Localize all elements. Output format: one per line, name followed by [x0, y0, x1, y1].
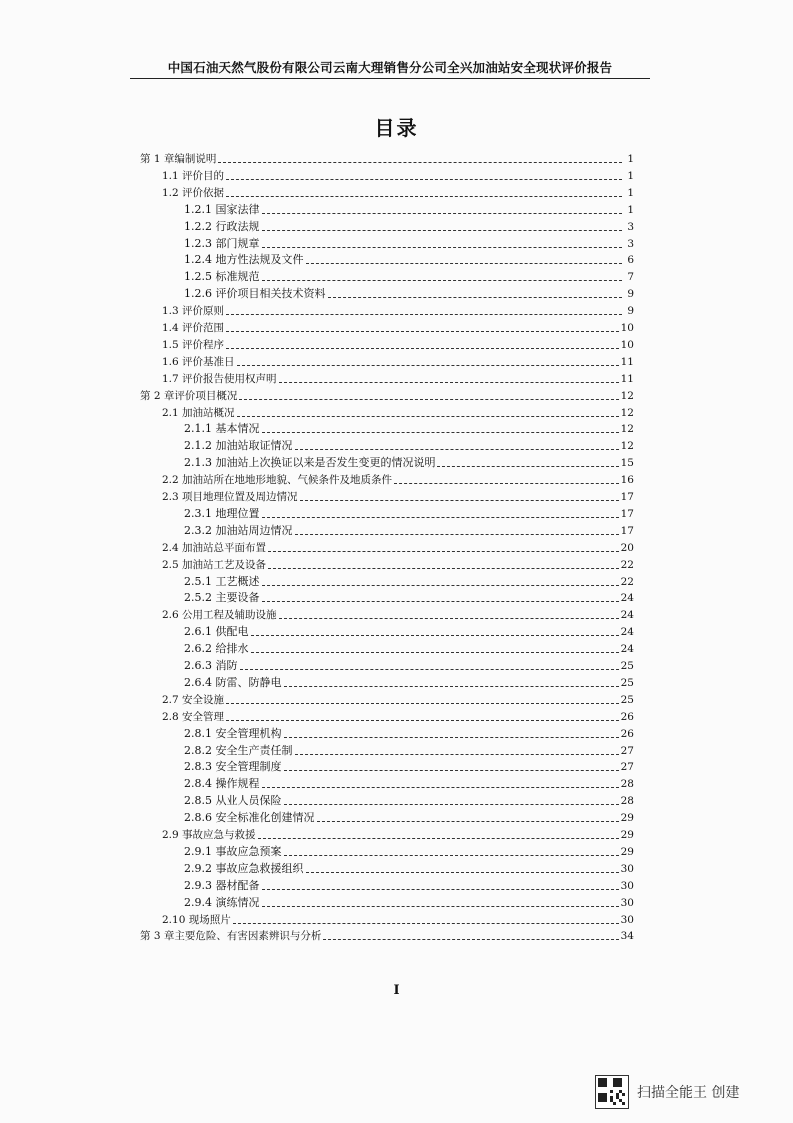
- toc-entry-page: 9: [627, 288, 634, 301]
- dot-leader: [233, 923, 619, 924]
- dot-leader: [284, 686, 619, 687]
- toc-entry-page: 12: [620, 406, 634, 419]
- scanner-watermark: [595, 1072, 739, 1112]
- toc-entry-title: 2.8.3 安全管理制度: [184, 760, 282, 774]
- toc-entry[interactable]: [184, 454, 634, 470]
- toc-entry-title: 2.8 安全管理: [162, 710, 225, 723]
- toc-entry-page: 10: [620, 338, 634, 351]
- dot-leader: [262, 787, 619, 788]
- dot-leader: [284, 855, 619, 856]
- toc-entry-title: 2.6.2 给排水: [184, 642, 249, 656]
- toc-entry[interactable]: [162, 370, 634, 386]
- toc-entry-page: 25: [620, 660, 634, 672]
- toc-entry-title: 1.1 评价目的: [162, 169, 225, 182]
- dot-leader: [239, 399, 618, 400]
- toc-entry-page: 24: [620, 592, 634, 605]
- watermark-text: 扫描全能王 创建: [637, 1085, 740, 1101]
- toc-entry[interactable]: [184, 420, 634, 436]
- toc-entry-title: 2.8.1 安全管理机构: [184, 726, 282, 740]
- toc-entry-title: 2.1.2 加油站取证情况: [184, 439, 293, 453]
- toc-entry-page: 27: [620, 761, 634, 774]
- toc-entry-title: 2.9.2 事故应急救援组织: [184, 861, 304, 875]
- toc-entry-title: 2.9.4 演练情况: [184, 895, 260, 909]
- toc-entry[interactable]: [184, 268, 634, 284]
- toc-entry[interactable]: [184, 657, 634, 673]
- toc-entry[interactable]: [184, 877, 634, 893]
- dot-leader: [284, 770, 619, 771]
- toc-entry-page: 1: [627, 186, 634, 199]
- toc-title: 目录: [374, 116, 419, 140]
- toc-entry-title: 1.2.5 标准规范: [184, 270, 260, 284]
- toc-entry[interactable]: [184, 758, 634, 774]
- toc-entry[interactable]: [162, 471, 634, 487]
- toc-entry[interactable]: [184, 251, 634, 267]
- dot-leader: [295, 754, 619, 755]
- toc-entry[interactable]: [140, 927, 634, 943]
- toc-entry-title: 第 2 章评价项目概况: [140, 389, 238, 402]
- toc-entry-page: 26: [620, 727, 634, 740]
- dot-leader: [268, 551, 619, 552]
- toc-entry-title: 2.1 加油站概况: [162, 406, 235, 419]
- toc-entry[interactable]: [184, 725, 634, 741]
- toc-entry-page: 22: [620, 558, 634, 571]
- dot-leader: [251, 652, 619, 653]
- toc-entry-page: 26: [620, 710, 634, 723]
- toc-entry-title: 2.6.4 防雷、防静电: [184, 675, 282, 689]
- toc-entry[interactable]: [162, 184, 634, 200]
- toc-entry-page: 11: [620, 355, 634, 368]
- toc-entry-title: 2.8.6 安全标准化创建情况: [184, 811, 315, 825]
- toc-entry-title: 2.3 项目地理位置及周边情况: [162, 491, 298, 503]
- toc-entry[interactable]: [184, 843, 634, 859]
- toc-entry-page: 29: [620, 812, 634, 825]
- toc-entry[interactable]: [162, 353, 634, 369]
- toc-entry-title: 2.8.5 从业人员保险: [184, 794, 282, 808]
- dot-leader: [262, 889, 619, 890]
- toc-entry-title: 2.9.1 事故应急预案: [184, 844, 282, 858]
- dot-leader: [251, 635, 619, 636]
- toc-entry-page: 30: [620, 879, 634, 892]
- toc-entry[interactable]: [184, 235, 634, 251]
- dot-leader: [226, 331, 619, 332]
- toc-entry-page: 16: [620, 474, 634, 487]
- dot-leader: [258, 838, 619, 839]
- toc-entry-title: 1.2.4 地方性法规及文件: [184, 253, 304, 267]
- dot-leader: [262, 432, 619, 433]
- dot-leader: [262, 906, 619, 907]
- toc-entry[interactable]: [184, 589, 634, 605]
- toc-entry[interactable]: [184, 505, 634, 521]
- toc-entry-page: 17: [620, 507, 634, 520]
- toc-entry-page: 22: [620, 575, 634, 588]
- toc-entry[interactable]: [162, 911, 634, 927]
- toc-entry-title: 1.6 评价基准日: [162, 355, 235, 368]
- toc-entry-page: 24: [620, 626, 634, 639]
- dot-leader: [240, 669, 619, 670]
- toc-entry-page: 30: [620, 862, 634, 875]
- toc-entry[interactable]: [162, 691, 634, 707]
- toc-entry-page: 28: [620, 778, 634, 791]
- toc-entry-title: 2.9.3 器材配备: [184, 878, 260, 892]
- toc-entry-title: 2.1.1 基本情况: [184, 422, 260, 436]
- toc-entry-title: 2.8.4 操作规程: [184, 777, 260, 791]
- toc-entry-page: 29: [620, 829, 634, 841]
- toc-entry[interactable]: [184, 522, 634, 538]
- toc-entry[interactable]: [140, 387, 634, 403]
- toc-entry-page: 30: [620, 896, 634, 909]
- toc-entry[interactable]: [184, 775, 634, 791]
- toc-entry-page: 7: [627, 271, 634, 284]
- toc-entry-page: 17: [620, 491, 634, 503]
- toc-entry-page: 11: [620, 372, 634, 385]
- dot-leader: [262, 585, 619, 586]
- toc-entry[interactable]: [184, 640, 634, 656]
- toc-entry-page: 12: [620, 440, 634, 453]
- dot-leader: [262, 213, 623, 214]
- toc-entry-title: 2.6.1 供配电: [184, 625, 249, 639]
- toc-entry[interactable]: [162, 336, 634, 352]
- dot-leader: [284, 804, 619, 805]
- dot-leader: [226, 720, 619, 721]
- toc-entry-title: 2.5 加油站工艺及设备: [162, 558, 267, 571]
- toc-entry-title: 2.5.1 工艺概述: [184, 574, 260, 588]
- dot-leader: [437, 466, 618, 467]
- toc-entry-page: 25: [620, 676, 634, 689]
- toc-entry[interactable]: [184, 285, 634, 301]
- toc-entry-page: 12: [620, 389, 634, 402]
- page-number: I: [393, 983, 400, 998]
- dot-leader: [226, 179, 622, 180]
- toc-entry-title: 1.4 评价范围: [162, 322, 225, 334]
- dot-leader: [295, 534, 619, 535]
- dot-leader: [262, 247, 623, 248]
- dot-leader: [268, 568, 619, 569]
- toc-entry-title: 1.2.1 国家法律: [184, 202, 260, 216]
- toc-entry-title: 2.8.2 安全生产责任制: [184, 743, 293, 757]
- toc-entry[interactable]: [184, 674, 634, 690]
- toc-entry[interactable]: [184, 894, 634, 910]
- toc-entry-page: 10: [620, 322, 634, 334]
- toc-entry-title: 1.5 评价程序: [162, 338, 225, 351]
- dot-leader: [317, 821, 619, 822]
- dot-leader: [295, 449, 619, 450]
- toc-entry[interactable]: [184, 742, 634, 758]
- toc-entry-title: 1.2.6 评价项目相关技术资料: [184, 287, 326, 301]
- toc-entry-title: 1.2 评价依据: [162, 186, 225, 199]
- qr-code-icon: [595, 1075, 629, 1109]
- toc-entry-page: 29: [620, 845, 634, 858]
- toc-entry-page: 17: [620, 524, 634, 537]
- toc-entry-page: 3: [627, 220, 634, 233]
- dot-leader: [279, 382, 619, 383]
- toc-entry-title: 第 3 章主要危险、有害因素辨识与分析: [140, 930, 322, 943]
- toc-entry[interactable]: [162, 539, 634, 555]
- toc-entry[interactable]: [162, 319, 634, 335]
- toc-entry[interactable]: [162, 404, 634, 420]
- dot-leader: [323, 939, 618, 940]
- dot-leader: [226, 196, 622, 197]
- toc-entry-page: 25: [620, 693, 634, 706]
- toc-entry-page: 1: [627, 203, 634, 216]
- toc-entry[interactable]: [162, 708, 634, 724]
- toc-entry-page: 15: [620, 457, 634, 470]
- header-divider: [130, 78, 650, 79]
- toc-entry-page: 28: [620, 795, 634, 808]
- dot-leader: [262, 230, 623, 231]
- toc-entry-title: 2.7 安全设施: [162, 693, 225, 706]
- toc-entry-page: 1: [627, 153, 634, 165]
- dot-leader: [262, 517, 619, 518]
- toc-entry-title: 1.2.3 部门规章: [184, 236, 260, 250]
- toc-entry-page: 24: [620, 609, 634, 622]
- dot-leader: [328, 297, 623, 298]
- toc-entry-title: 2.10 现场照片: [162, 913, 231, 926]
- toc-entry[interactable]: [184, 573, 634, 589]
- toc-entry[interactable]: [162, 556, 634, 572]
- dot-leader: [226, 314, 622, 315]
- dot-leader: [218, 162, 622, 163]
- toc-entry[interactable]: [184, 860, 634, 876]
- toc-entry[interactable]: [184, 201, 634, 217]
- toc-entry[interactable]: [184, 809, 634, 825]
- dot-leader: [279, 618, 619, 619]
- toc-entry[interactable]: [162, 826, 634, 842]
- toc-entry-title: 2.6.3 消防: [184, 659, 238, 672]
- toc-entry[interactable]: [184, 218, 634, 234]
- dot-leader: [394, 483, 619, 484]
- dot-leader: [226, 703, 619, 704]
- dot-leader: [262, 601, 619, 602]
- dot-leader: [237, 365, 619, 366]
- toc-entry-page: 34: [620, 930, 634, 943]
- toc-entry-title: 2.3.1 地理位置: [184, 506, 260, 520]
- toc-entry-title: 2.5.2 主要设备: [184, 591, 260, 605]
- toc-entry-title: 2.4 加油站总平面布置: [162, 541, 267, 554]
- toc-entry-title: 2.2 加油站所在地地形地貌、气候条件及地质条件: [162, 474, 393, 487]
- dot-leader: [237, 416, 619, 417]
- toc-entry-title: 1.3 评价原则: [162, 305, 225, 318]
- toc-entry-page: 30: [620, 913, 634, 926]
- toc-entry-title: 1.2.2 行政法规: [184, 219, 260, 233]
- toc-entry-title: 2.6 公用工程及辅助设施: [162, 609, 277, 622]
- dot-leader: [306, 872, 619, 873]
- toc-entry-page: 12: [620, 423, 634, 436]
- toc-entry-page: 24: [620, 643, 634, 656]
- toc-entry[interactable]: [184, 437, 634, 453]
- toc-entry[interactable]: [162, 167, 634, 183]
- dot-leader: [226, 348, 619, 349]
- toc-entry[interactable]: [140, 150, 634, 166]
- dot-leader: [284, 737, 619, 738]
- dot-leader: [300, 500, 619, 501]
- toc-entry[interactable]: [162, 606, 634, 622]
- report-header: 中国石油天然气股份有限公司云南大理销售分公司全兴加油站安全现状评价报告: [167, 60, 613, 75]
- toc-entry-page: 27: [620, 744, 634, 757]
- toc-entry[interactable]: [184, 792, 634, 808]
- toc-entry-title: 2.1.3 加油站上次换证以来是否发生变更的情况说明: [184, 456, 436, 470]
- toc-entry[interactable]: [184, 623, 634, 639]
- dot-leader: [306, 263, 623, 264]
- toc-entry-page: 6: [627, 254, 634, 267]
- toc-entry-title: 第 1 章编制说明: [140, 153, 217, 165]
- toc-entry-title: 2.3.2 加油站周边情况: [184, 523, 293, 537]
- toc-entry-page: 1: [627, 169, 634, 182]
- toc-entry-title: 1.7 评价报告使用权声明: [162, 372, 277, 385]
- toc-entry[interactable]: [162, 488, 634, 504]
- toc-entry-page: 9: [627, 305, 634, 318]
- toc-entry[interactable]: [162, 302, 634, 318]
- toc-entry-page: 3: [627, 237, 634, 250]
- toc-entry-page: 20: [620, 541, 634, 554]
- dot-leader: [262, 280, 623, 281]
- toc-entry-title: 2.9 事故应急与救援: [162, 829, 256, 841]
